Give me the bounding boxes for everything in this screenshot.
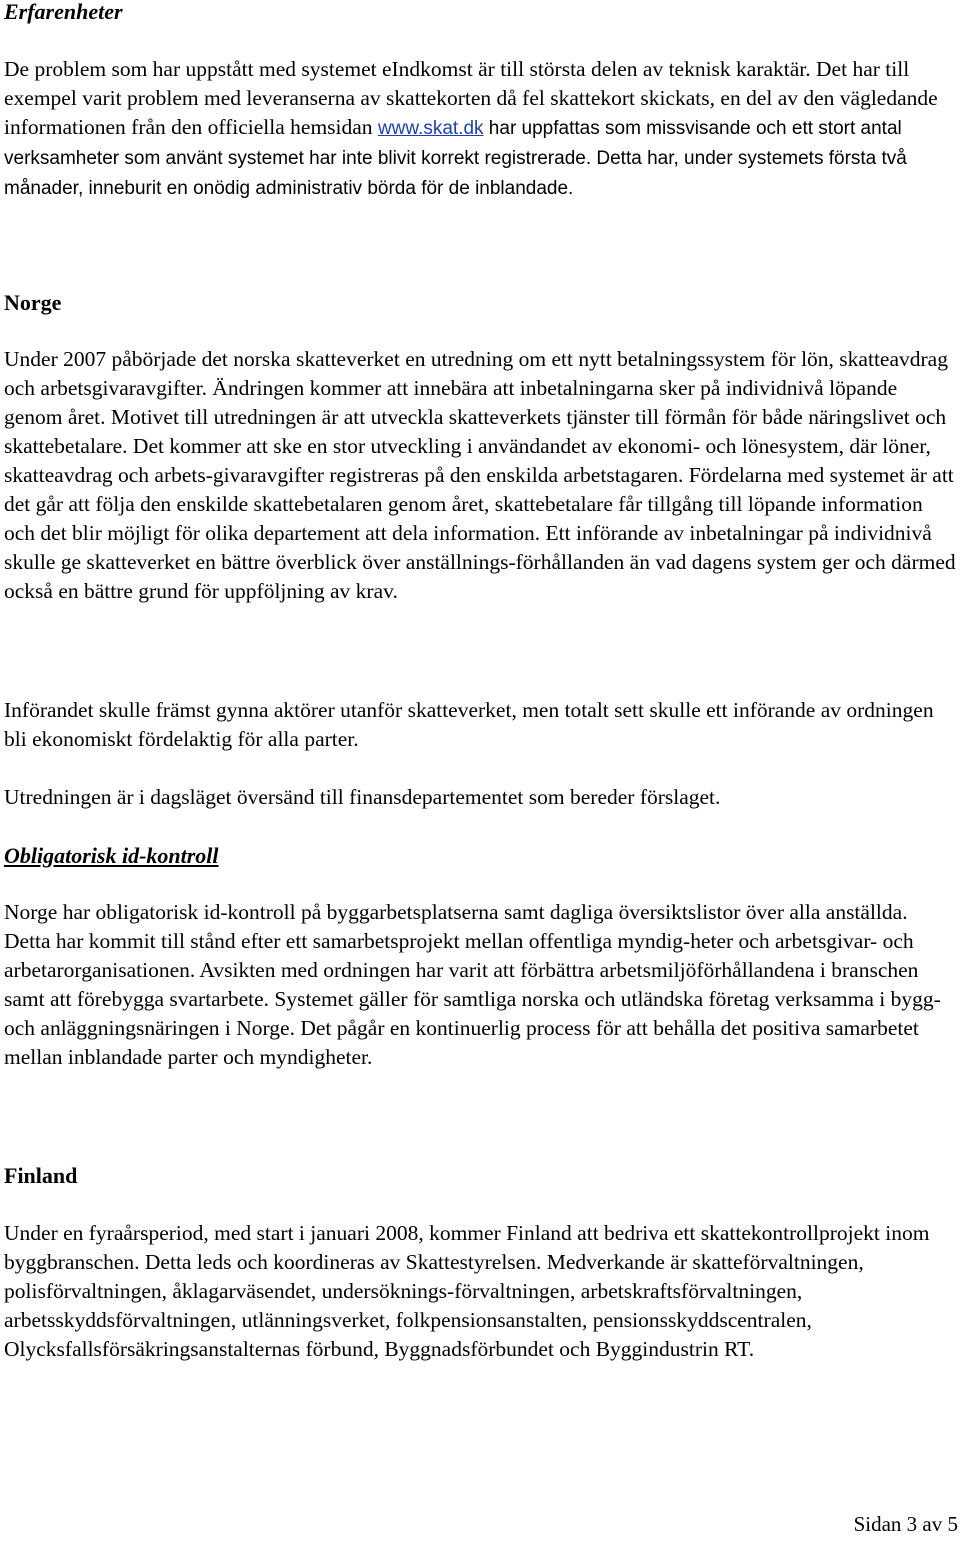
paragraph-id-kontroll: Norge har obligatorisk id-kontroll på byggarbetsplatserna samt dagliga översiktslistor över alla anställda. Detta har kommit till stånd efter ett samarbetsprojekt mellan offentliga myndig-heter och arbetsgivar- och arbetarorganisationen. Avsikten med ordningen har varit att förbättra arbetsmiljöförhållandena i branschen samt att förebygga svartarbete. Systemet gäller för samtliga norska och utländska företag verksamma i bygg- och anläggningsnäringen i Norge. Det pågår en kontinuerlig process för att behålla det positiva samarbetet mellan inblandade parter och myndigheter. xyxy=(4,900,941,1069)
heading-finland: Finland xyxy=(4,1163,78,1188)
heading-id-kontroll: Obligatorisk id-kontroll xyxy=(4,843,219,868)
paragraph-norge-3: Utredningen är i dagsläget översänd till finansdepartementet som bereder förslaget. xyxy=(4,785,721,809)
paragraph-norge-1: Under 2007 påbörjade det norska skatteverket en utredning om ett nytt betalningssystem för lön, skatteavdrag och arbetsgivaravgifter. Ändringen kommer att innebära att inbetalningarna sker på individnivå löpande genom året. Motivet till utredningen är att utveckla skatteverkets tjänster till förmån för både näringslivet och skattebetalare. Det kommer att ske en stor utveckling i användandet av ekonomi- och lönesystem, där löner, skatteavdrag och arbets-givaravgifter registreras på den enskilda arbetstagaren. Fördelarna med systemet är att det går att följa den enskilde skattebetalaren genom året, skattebetalare får tillgång till löpande information och det blir möjligt för olika departement att dela information. Ett införande av inbetalningar på individnivå skulle ge skatteverket en bättre överblick över anställnings-förhållanden än vad dagens system ger och därmed också en bättre grund för uppföljning av krav. xyxy=(4,347,956,603)
heading-erfarenheter: Erfarenheter xyxy=(4,0,123,24)
paragraph-erfarenheter-continuation: har uppfattas som missvisande och ett stort antal verksamheter som använt systemet har inte blivit korrekt registrerade. Detta har, under systemets första två månader, inneburit en onödig administrativ börda för de inblandade. xyxy=(4,118,907,199)
paragraph-erfarenheter xyxy=(4,55,958,203)
paragraph-norge-2: Införandet skulle främst gynna aktörer utanför skatteverket, men totalt sett skulle ett införande av ordningen bli ekonomiskt fördelaktig för alla parter. xyxy=(4,698,934,751)
paragraph-finland: Under en fyraårsperiod, med start i januari 2008, kommer Finland att bedriva ett skattekontrollprojekt inom byggbranschen. Detta leds och koordineras av Skattestyrelsen. Medverkande är skatteförvaltningen, polisförvaltningen, åklagarväsendet, undersöknings-förvaltningen, arbetskraftsförvaltningen, arbetsskyddsförvaltningen, utlänningsverket, folkpensionsanstalten, pensionsskyddscentralen, Olycksfallsförsäkringsanstalternas förbund, Byggnadsförbundet och Byggindustrin RT. xyxy=(4,1221,930,1361)
link-skat-dk[interactable]: www.skat.dk xyxy=(377,118,484,139)
page-number: Sidan 3 av 5 xyxy=(853,1512,958,1536)
heading-norge: Norge xyxy=(4,290,62,315)
paragraph-erfarenheter-text: De problem som har uppstått med systemet eIndkomst är till största delen av teknisk karaktär. Det har till exempel varit problem med leveranserna av skattekorten då fel skattekort skickats, en del av den vägledande informationen från den officiella hemsidan xyxy=(4,57,938,139)
